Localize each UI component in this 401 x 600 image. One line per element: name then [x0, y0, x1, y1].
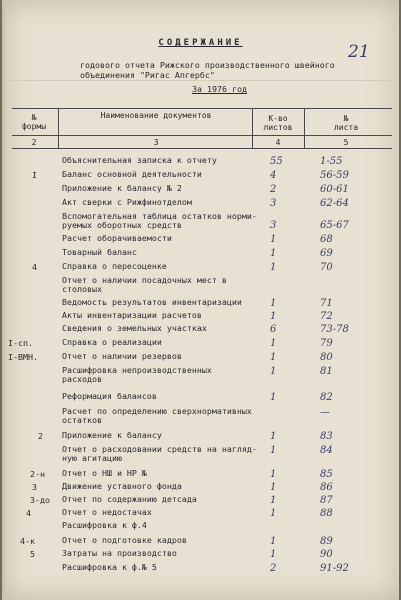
header-sheet-number: № листа: [333, 114, 359, 132]
sheet-range: 82: [320, 392, 333, 403]
sheet-count: 1: [270, 311, 277, 322]
table-row: [2, 469, 399, 481]
sheet-count: 1: [270, 298, 277, 309]
sheet-count: 4: [270, 170, 277, 181]
table-row: [2, 482, 399, 494]
table-row: [2, 234, 399, 246]
sheet-range: 89: [320, 536, 333, 547]
header-form-number: № формы: [21, 113, 47, 131]
sheet-count: 1: [270, 549, 277, 560]
document-name: Отчет о расходовании средств на нагляд- ную агитацию: [62, 444, 257, 463]
document-name: Отчет о наличии резервов: [62, 351, 182, 361]
table-row: [2, 521, 399, 533]
form-number: 5: [30, 549, 35, 559]
form-number: 3-до: [30, 495, 50, 505]
form-number: 4-к: [20, 536, 35, 546]
numbers-rule: [12, 148, 392, 149]
sheet-count: 1: [270, 352, 277, 363]
table-row: [2, 445, 399, 467]
header-sheet-count: К-во листов: [263, 114, 293, 132]
sheet-range: —: [320, 407, 330, 418]
document-name: Отчет о подготовке кадров: [62, 535, 187, 545]
table-row: [2, 276, 399, 298]
header-document-name: Наименование документов: [100, 111, 212, 120]
document-name: Расчет по определению сверхнормативных остатков: [62, 406, 252, 425]
column-divider: [252, 108, 253, 148]
sheet-range: 68: [320, 234, 333, 245]
sheet-range: 70: [320, 262, 333, 273]
sheet-range: 1-55: [320, 156, 343, 167]
document-name: Ведомость результатов инвентаризации: [62, 297, 242, 307]
document-name: Акт сверки с Рижфинотделом: [62, 197, 192, 207]
table-row: [2, 311, 399, 323]
table-row: [2, 366, 399, 388]
document-name: Затраты на производство: [62, 548, 177, 558]
column-index-1: 2: [31, 138, 37, 147]
form-number: I-сп.: [8, 338, 33, 348]
document-name: Расчет оборачиваемости: [62, 233, 172, 243]
sheet-count: 2: [270, 563, 277, 574]
column-index-3: 4: [275, 138, 281, 147]
sheet-count: 1: [270, 445, 277, 456]
sheet-range: 72: [320, 311, 333, 322]
sheet-range: 83: [320, 431, 333, 442]
document-name: Справка о пересоценке: [62, 261, 167, 271]
sheet-count: 1: [270, 248, 277, 259]
document-name: Справка о реализации: [62, 337, 162, 347]
form-number: 4: [26, 508, 31, 518]
table-row: [2, 156, 399, 168]
table-row: [2, 324, 399, 336]
sheet-range: 60-61: [320, 184, 349, 195]
document-title: СОДЕРЖАНИЕ: [158, 38, 243, 48]
document-subtitle: [80, 60, 340, 80]
sheet-count: 1: [270, 431, 277, 442]
sheet-range: 87: [320, 495, 333, 506]
document-name: Вспомогательная таблица остатков норми- руемых оборотных средств: [62, 211, 257, 230]
form-number: 2-н: [30, 469, 45, 479]
sheet-range: 81: [320, 366, 333, 377]
document-name: Акты инвентаризации расчетов: [62, 310, 202, 320]
handwritten-page-number: 21: [348, 42, 370, 62]
column-divider: [58, 108, 59, 148]
form-number: I-ВМН.: [8, 352, 38, 362]
subtitle-line-1: годового отчета Рижского производственного швейного: [80, 60, 335, 70]
sheet-count: 1: [270, 508, 277, 519]
table-row: [2, 338, 399, 350]
document-page: [2, 0, 399, 600]
report-year: За 1976 год: [192, 84, 247, 94]
form-number: 2: [38, 431, 43, 441]
sheet-count: 1: [270, 469, 277, 480]
sheet-range: 86: [320, 482, 333, 493]
document-name: Реформация балансов: [62, 391, 157, 401]
sheet-count: 3: [270, 198, 277, 209]
table-row: [2, 352, 399, 364]
sheet-count: 1: [270, 482, 277, 493]
sheet-range: 80: [320, 352, 333, 363]
sheet-range: 62-64: [320, 198, 349, 209]
table-row: [2, 184, 399, 196]
sheet-range: 90: [320, 549, 333, 560]
sheet-range: 56-59: [320, 170, 349, 181]
table-row: [2, 212, 399, 234]
table-row: [2, 431, 399, 443]
table-row: [2, 298, 399, 310]
sheet-count: 1: [270, 366, 277, 377]
table-row: [2, 495, 399, 507]
column-index-4: 5: [343, 138, 349, 147]
sheet-range: 85: [320, 469, 333, 480]
table-row: [2, 563, 399, 575]
sheet-range: 65-67: [320, 220, 349, 231]
sheet-count: 1: [270, 495, 277, 506]
sheet-range: 79: [320, 338, 333, 349]
table-row: [2, 392, 399, 404]
sheet-range: 91-92: [320, 563, 349, 574]
document-name: Расшифровка к ф.4: [62, 520, 147, 530]
document-name: Баланс основной деятельности: [62, 169, 202, 179]
table-row: [2, 407, 399, 429]
sheet-count: 2: [270, 184, 277, 195]
document-name: Отчет о НШ и НР №: [62, 468, 147, 478]
table-row: [2, 170, 399, 182]
form-number: 3: [32, 482, 37, 492]
table-row: [2, 262, 399, 274]
document-name: Приложение к балансу № 2: [62, 183, 182, 193]
header-rule: [12, 135, 392, 136]
sheet-count: 1: [270, 234, 277, 245]
column-divider: [304, 108, 305, 148]
document-name: Отчет о недостачах: [62, 507, 152, 517]
subtitle-line-2: объединения "Ригас Апгербс": [80, 70, 215, 80]
sheet-range: 84: [320, 445, 333, 456]
sheet-range: 69: [320, 248, 333, 259]
sheet-count: 1: [270, 262, 277, 273]
sheet-range: 71: [320, 298, 333, 309]
sheet-count: 1: [270, 392, 277, 403]
sheet-count: 6: [270, 324, 277, 335]
document-name: Расшифровка к ф.№ 5: [62, 562, 157, 572]
column-index-2: 3: [153, 138, 159, 147]
form-number: 4: [32, 262, 37, 272]
sheet-range: 88: [320, 508, 333, 519]
document-name: Сведения о земельных участках: [62, 323, 207, 333]
table-row: [2, 536, 399, 548]
sheet-range: 73-78: [320, 324, 349, 335]
document-name: Объяснительная записка к отчету: [62, 155, 217, 165]
document-name: Отчет о наличии посадочных мест в столовых: [62, 275, 227, 294]
document-name: Движение уставного фонда: [62, 481, 182, 491]
sheet-count: 3: [270, 220, 277, 231]
sheet-count: 1: [270, 338, 277, 349]
document-name: Отчет по содержанию детсада: [62, 494, 197, 504]
document-name: Расшифровка непроизводственных расходов: [62, 365, 212, 384]
table-row: [2, 508, 399, 520]
table-row: [2, 198, 399, 210]
document-name: Приложение к балансу: [62, 430, 162, 440]
table-row: [2, 549, 399, 561]
sheet-count: 55: [270, 156, 283, 167]
sheet-count: 1: [270, 536, 277, 547]
table-row: [2, 248, 399, 260]
form-number: I: [32, 170, 37, 180]
document-name: Товарный баланс: [62, 247, 137, 257]
table-top-rule: [12, 108, 392, 109]
paper-fold: [2, 80, 399, 81]
